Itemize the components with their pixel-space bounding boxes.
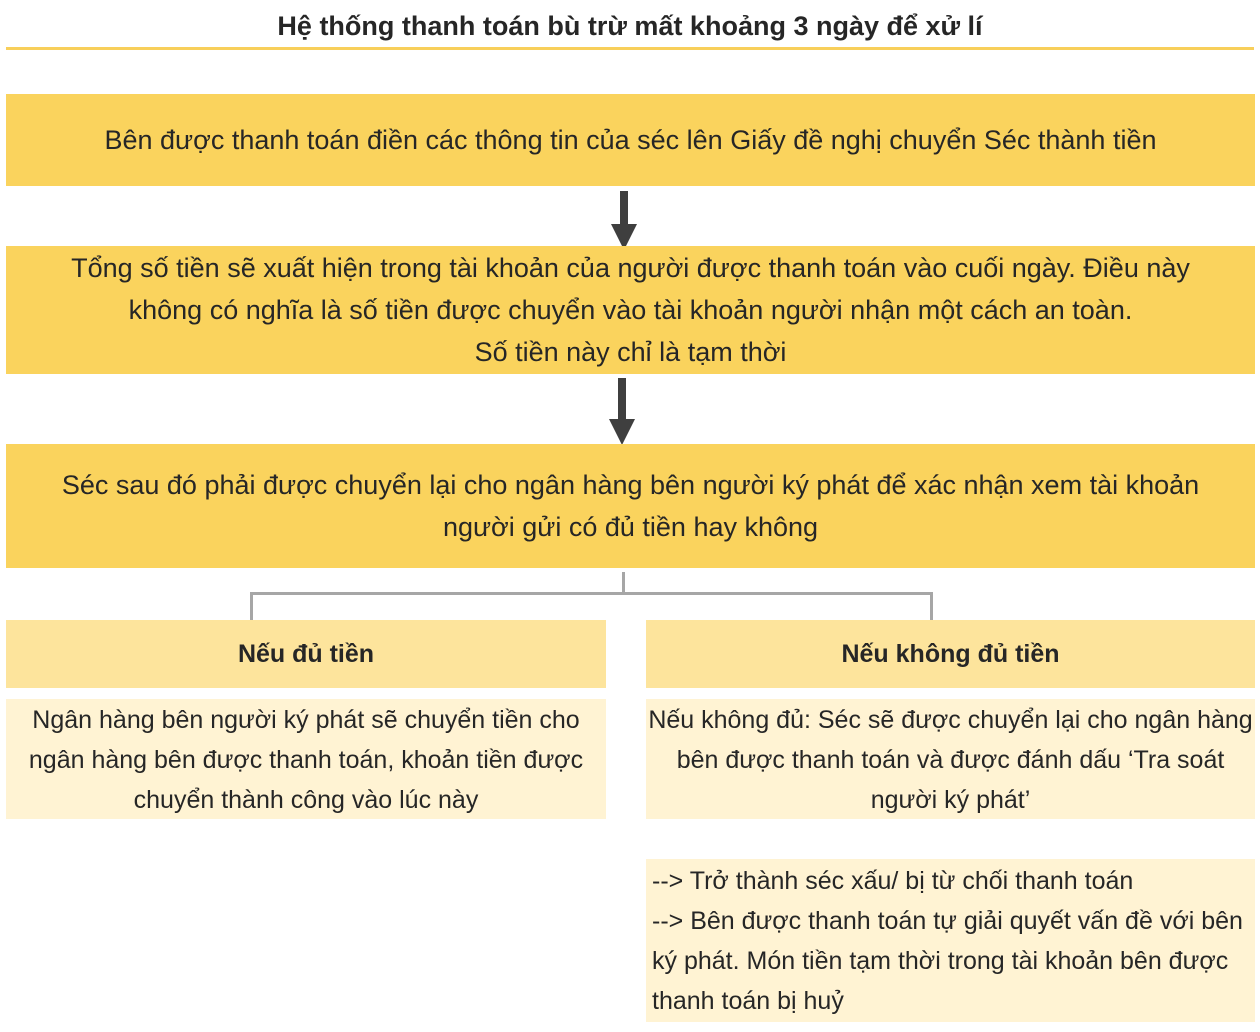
branch-connector-stem <box>622 572 625 594</box>
step-1-box <box>6 94 1255 186</box>
branch-connector-bar <box>250 592 933 595</box>
step-3-text: Séc sau đó phải được chuyển lại cho ngân hàng bên người ký phát để xác nhận xem tài khoản người gửi có đủ tiền hay không <box>61 470 1200 542</box>
branch-connector-left <box>250 592 253 620</box>
branch-right-body-text: Nếu không đủ: Séc sẽ được chuyển lại cho ngân hàng bên được thanh toán và được đánh dấu ‘Tra soát người ký phát’ <box>648 706 1253 814</box>
branch-right-outcome <box>646 859 1255 1022</box>
branch-connector-right <box>930 592 933 620</box>
title-underline <box>6 47 1254 50</box>
branch-right-heading-text: Nếu không đủ tiền <box>841 639 1060 668</box>
step-3-box <box>6 444 1255 568</box>
branch-right-heading <box>646 620 1255 688</box>
branch-right-outcome-text: --> Trở thành séc xấu/ bị từ chối thanh toán --> Bên được thanh toán tự giải quyết vấn đề với bên ký phát. Món tiền tạm thời trong tài khoản bên được thanh toán bị huỷ <box>652 867 1243 1015</box>
step-2-box <box>6 246 1255 374</box>
branch-left-body <box>6 699 606 819</box>
step-2-text: Tổng số tiền sẽ xuất hiện trong tài khoản của người được thanh toán vào cuối ngày. Điều này không có nghĩa là số tiền được chuyển vào tài khoản người nhận một cách an toàn. Số tiền này chỉ là tạm thời <box>71 253 1190 367</box>
branch-left-heading-text: Nếu đủ tiền <box>237 639 375 668</box>
step-1-text: Bên được thanh toán điền các thông tin của séc lên Giấy đề nghị chuyển Séc thành tiền <box>104 125 1157 155</box>
branch-left-heading <box>6 620 606 688</box>
branch-right-body <box>646 699 1255 819</box>
diagram-title: Hệ thống thanh toán bù trừ mất khoảng 3 ngày để xử lí <box>277 11 983 41</box>
branch-left-body-text: Ngân hàng bên người ký phát sẽ chuyển tiền cho ngân hàng bên được thanh toán, khoản tiền được chuyển thành công vào lúc này <box>28 706 584 814</box>
